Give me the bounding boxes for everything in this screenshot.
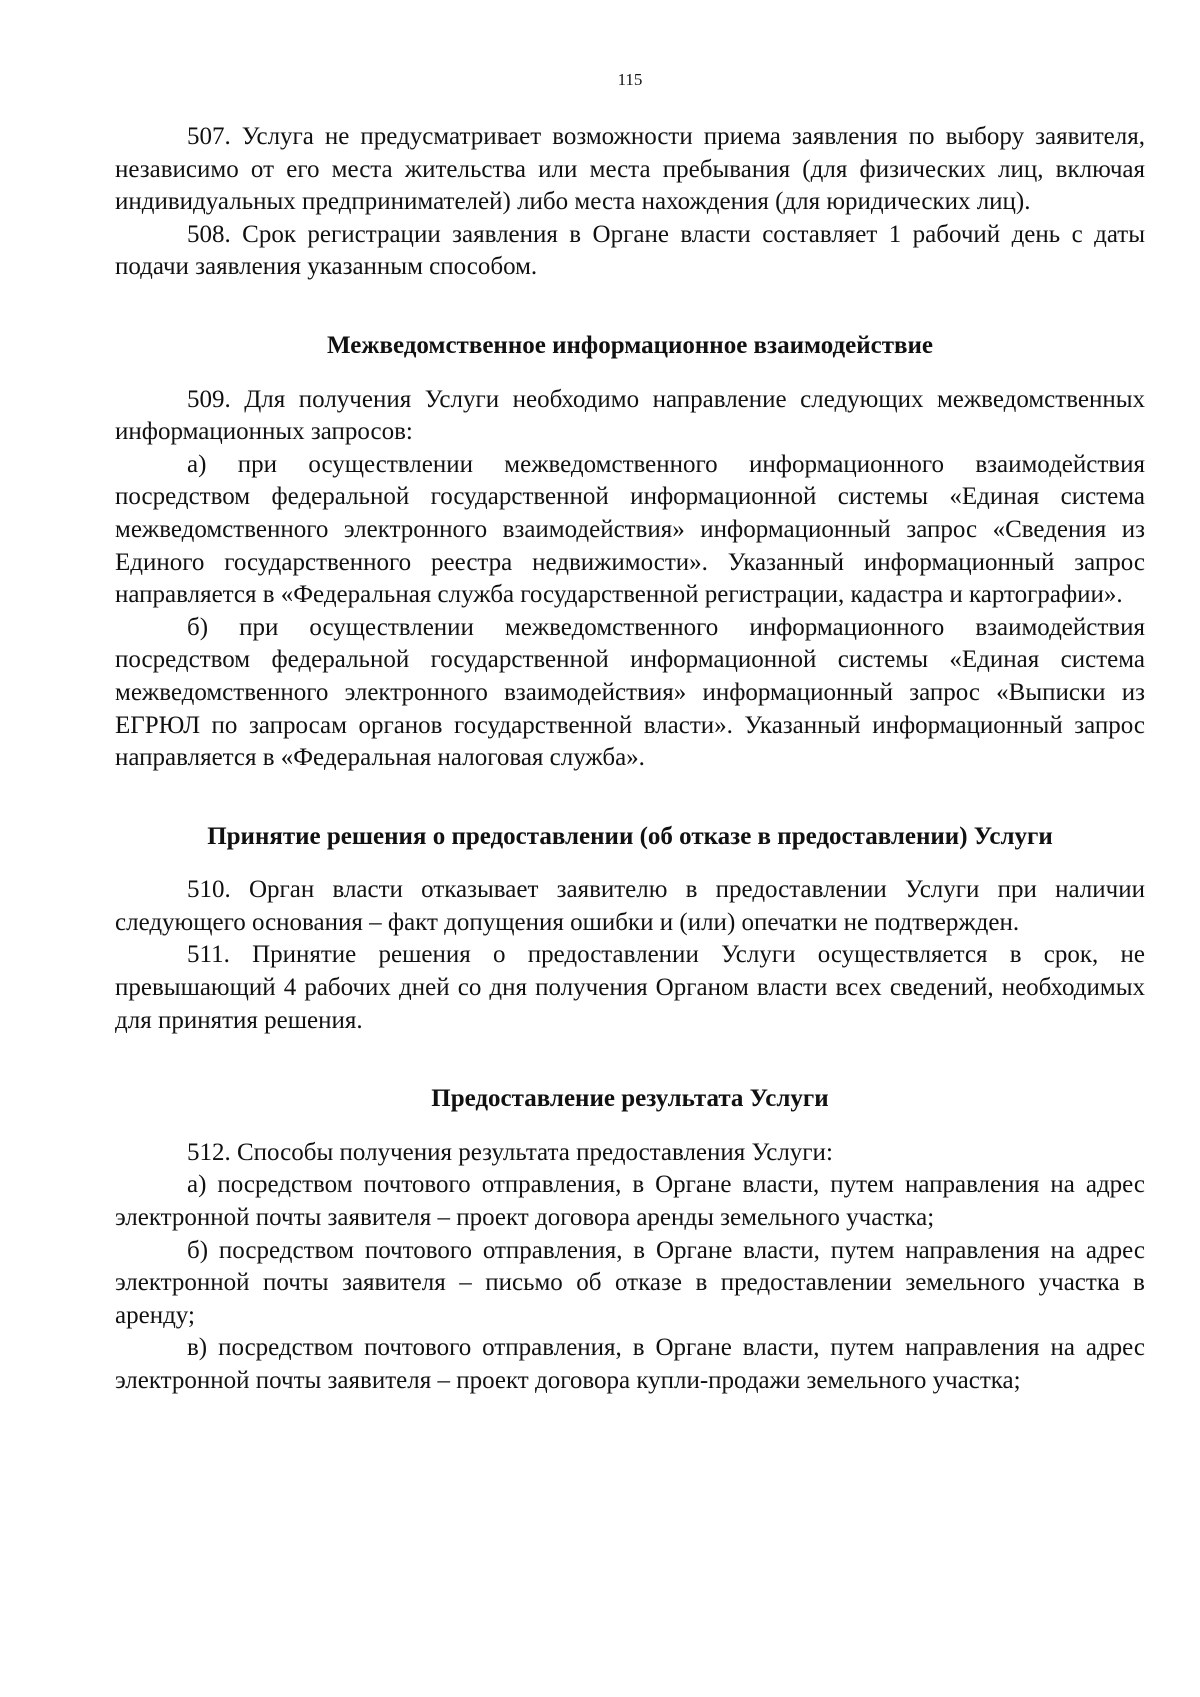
paragraph-512: 512. Способы получения результата предоставления Услуги:	[187, 1138, 833, 1166]
paragraph-510: 510. Орган власти отказывает заявителю в предоставлении Услуги при наличии следующего основания – факт допущения ошибки и (или) опечатки не подтвержден.	[115, 876, 1145, 936]
paragraph-509-b: б) при осуществлении межведомственного информационного взаимодействия посредством федеральной государственной информационной системы «Единая система межведомственного электронного взаимодействия» информационный запрос «Выписки из ЕГРЮЛ по запросам органов государственной власти». Указанный информационный запрос направляется в «Федеральная налоговая служба».	[115, 613, 1145, 772]
paragraph-512-c: в) посредством почтового отправления, в Органе власти, путем направления на адрес электронной почты заявителя – проект договора купли-продажи земельного участка;	[115, 1334, 1145, 1394]
document-body	[115, 121, 1145, 1398]
paragraph-512-b: б) посредством почтового отправления, в Органе власти, путем направления на адрес электронной почты заявителя – письмо об отказе в предоставлении земельного участка в аренду;	[115, 1236, 1145, 1329]
page-number: 115	[617, 70, 643, 89]
section-heading-interagency: Межведомственное информационное взаимодействие	[327, 331, 933, 359]
paragraph-508: 508. Срок регистрации заявления в Органе власти составляет 1 рабочий день с даты подачи заявления указанным способом.	[115, 220, 1145, 281]
paragraph-509-a: а) при осуществлении межведомственного информационного взаимодействия посредством федеральной государственной информационной системы «Единая система межведомственного электронного взаимодействия» информационный запрос «Сведения из Единого государственного реестра недвижимости». Указанный информационный запрос направляется в «Федеральная служба государственной регистрации, кадастра и картографии».	[115, 450, 1145, 609]
paragraph-509: 509. Для получения Услуги необходимо направление следующих межведомственных информационных запросов:	[115, 385, 1145, 446]
section-heading-decision: Принятие решения о предоставлении (об отказе в предоставлении) Услуги	[207, 822, 1053, 850]
section-heading-result: Предоставление результата Услуги	[431, 1085, 829, 1113]
paragraph-511: 511. Принятие решения о предоставлении Услуги осуществляется в срок, не превышающий 4 рабочих дней со дня получения Органом власти всех сведений, необходимых для принятия решения.	[115, 941, 1145, 1034]
paragraph-512-a: а) посредством почтового отправления, в Органе власти, путем направления на адрес электронной почты заявителя – проект договора аренды земельного участка;	[115, 1171, 1145, 1232]
paragraph-507: 507. Услуга не предусматривает возможности приема заявления по выбору заявителя, независимо от его места жительства или места пребывания (для физических лиц, включая индивидуальных предпринимателей) либо места нахождения (для юридических лиц).	[115, 123, 1145, 216]
